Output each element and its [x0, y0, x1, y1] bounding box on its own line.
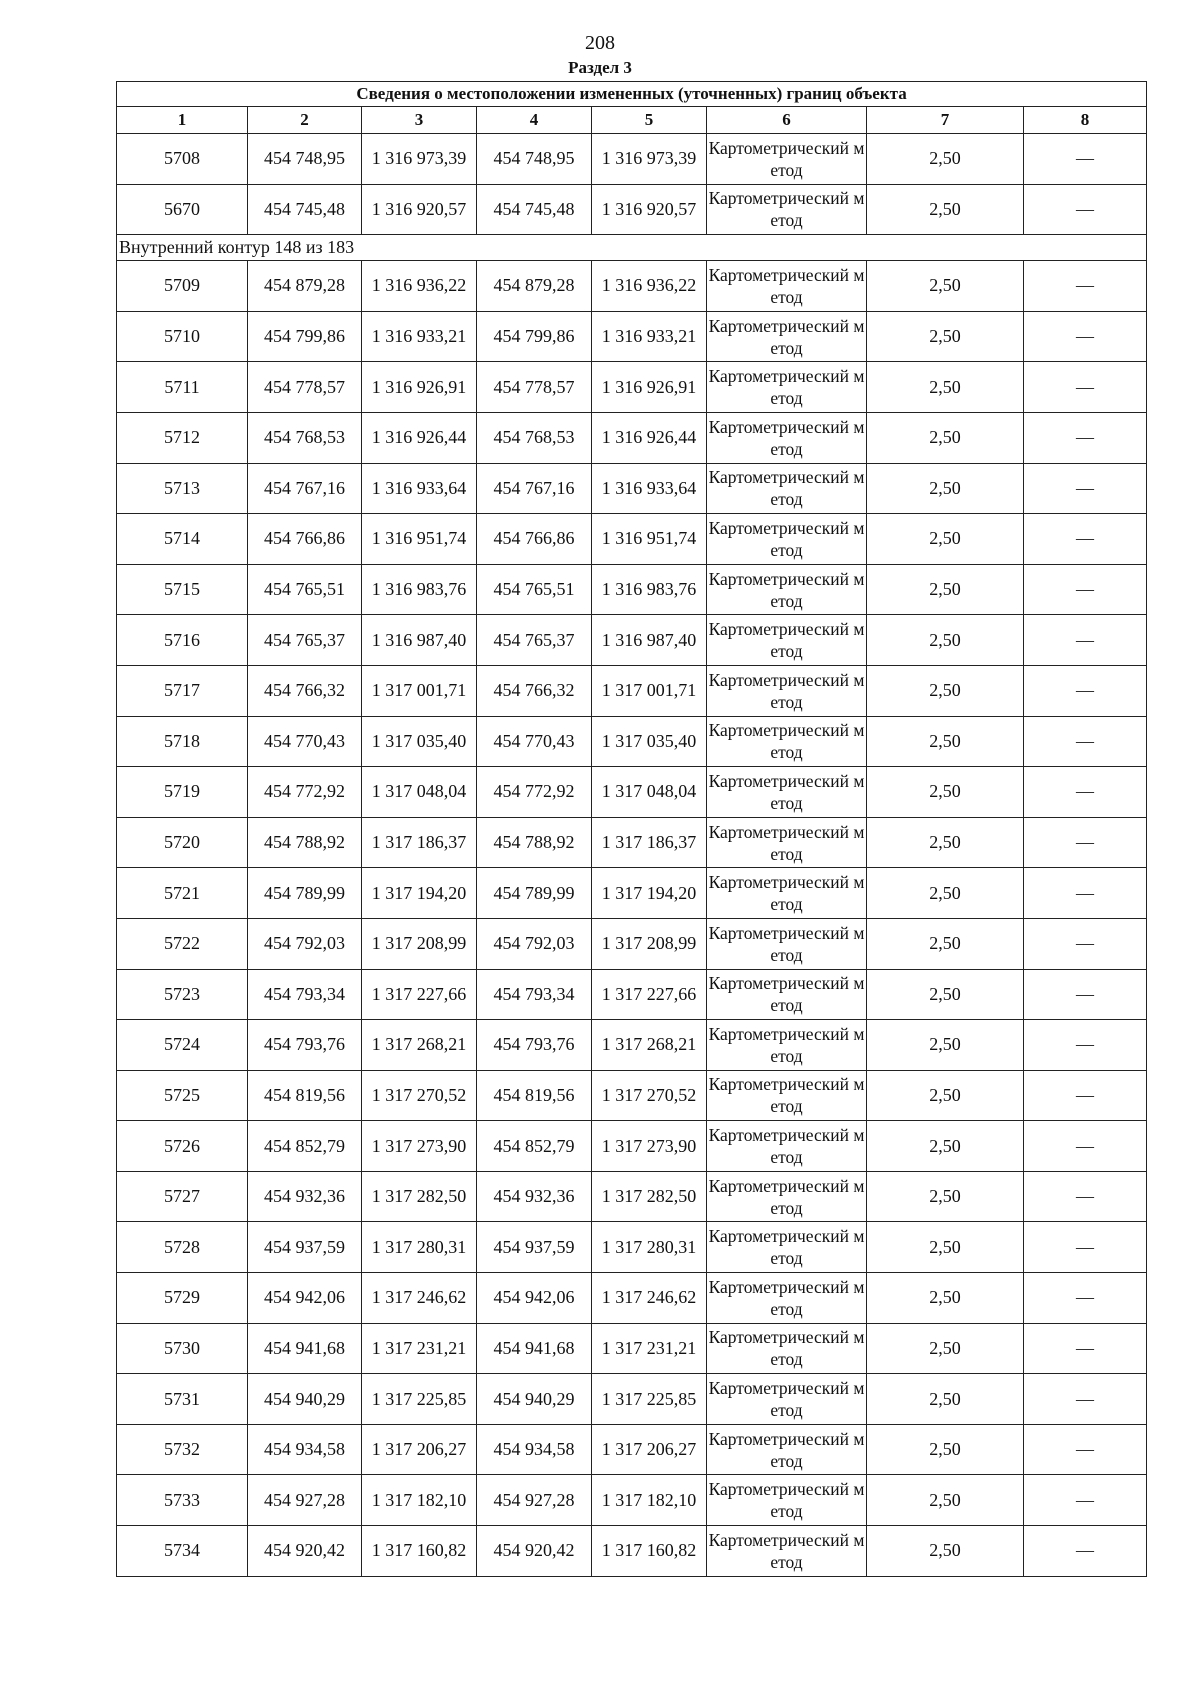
column-number: 7	[867, 107, 1024, 134]
new-y: 1 317 035,40	[592, 716, 707, 767]
method-cell: Картометрический метод	[707, 1424, 867, 1475]
method-cell: Картометрический метод	[707, 1222, 867, 1273]
new-x: 454 937,59	[477, 1222, 592, 1273]
new-x: 454 772,92	[477, 767, 592, 818]
accuracy-cell: 2,50	[867, 261, 1024, 312]
new-x: 454 940,29	[477, 1374, 592, 1425]
description-cell: —	[1024, 817, 1147, 868]
accuracy-cell: 2,50	[867, 412, 1024, 463]
accuracy-cell: 2,50	[867, 1020, 1024, 1071]
new-x: 454 766,32	[477, 665, 592, 716]
method-cell: Картометрический метод	[707, 1374, 867, 1425]
new-y: 1 316 926,44	[592, 412, 707, 463]
description-cell: —	[1024, 716, 1147, 767]
table-row	[117, 1171, 1147, 1222]
new-y: 1 316 973,39	[592, 134, 707, 185]
existing-x: 454 766,86	[248, 514, 362, 565]
table-row	[117, 1526, 1147, 1577]
method-cell: Картометрический метод	[707, 665, 867, 716]
new-y: 1 316 936,22	[592, 261, 707, 312]
existing-x: 454 745,48	[248, 184, 362, 235]
point-number: 5717	[117, 665, 248, 716]
table-row	[117, 134, 1147, 185]
method-cell: Картометрический метод	[707, 716, 867, 767]
contour-label: Внутренний контур 148 из 183	[117, 235, 1147, 261]
contour-row	[117, 235, 1147, 261]
table-row	[117, 1374, 1147, 1425]
existing-y: 1 317 048,04	[362, 767, 477, 818]
new-x: 454 748,95	[477, 134, 592, 185]
description-cell: —	[1024, 564, 1147, 615]
accuracy-cell: 2,50	[867, 1121, 1024, 1172]
accuracy-cell: 2,50	[867, 615, 1024, 666]
table-row	[117, 362, 1147, 413]
column-number: 2	[248, 107, 362, 134]
accuracy-cell: 2,50	[867, 868, 1024, 919]
description-cell: —	[1024, 918, 1147, 969]
new-y: 1 317 225,85	[592, 1374, 707, 1425]
method-cell: Картометрический метод	[707, 1020, 867, 1071]
existing-x: 454 778,57	[248, 362, 362, 413]
new-x: 454 941,68	[477, 1323, 592, 1374]
new-y: 1 316 920,57	[592, 184, 707, 235]
table-row	[117, 1323, 1147, 1374]
accuracy-cell: 2,50	[867, 564, 1024, 615]
point-number: 5716	[117, 615, 248, 666]
new-y: 1 317 160,82	[592, 1526, 707, 1577]
new-x: 454 879,28	[477, 261, 592, 312]
new-y: 1 316 933,21	[592, 311, 707, 362]
existing-y: 1 317 227,66	[362, 969, 477, 1020]
description-cell: —	[1024, 1323, 1147, 1374]
new-x: 454 789,99	[477, 868, 592, 919]
new-x: 454 766,86	[477, 514, 592, 565]
description-cell: —	[1024, 969, 1147, 1020]
coordinates-table	[116, 81, 1147, 1577]
existing-x: 454 937,59	[248, 1222, 362, 1273]
table-row	[117, 564, 1147, 615]
point-number: 5711	[117, 362, 248, 413]
existing-y: 1 316 973,39	[362, 134, 477, 185]
table-row	[117, 1070, 1147, 1121]
method-cell: Картометрический метод	[707, 1171, 867, 1222]
new-x: 454 788,92	[477, 817, 592, 868]
method-cell: Картометрический метод	[707, 1273, 867, 1324]
accuracy-cell: 2,50	[867, 362, 1024, 413]
existing-x: 454 767,16	[248, 463, 362, 514]
description-cell: —	[1024, 134, 1147, 185]
accuracy-cell: 2,50	[867, 1323, 1024, 1374]
method-cell: Картометрический метод	[707, 868, 867, 919]
existing-y: 1 317 160,82	[362, 1526, 477, 1577]
accuracy-cell: 2,50	[867, 514, 1024, 565]
point-number: 5722	[117, 918, 248, 969]
new-x: 454 770,43	[477, 716, 592, 767]
table-row	[117, 514, 1147, 565]
table-row	[117, 311, 1147, 362]
point-number: 5718	[117, 716, 248, 767]
new-y: 1 317 227,66	[592, 969, 707, 1020]
table-title-row	[117, 82, 1147, 107]
column-number: 6	[707, 107, 867, 134]
table-row	[117, 184, 1147, 235]
column-number: 1	[117, 107, 248, 134]
existing-x: 454 940,29	[248, 1374, 362, 1425]
existing-x: 454 770,43	[248, 716, 362, 767]
existing-x: 454 772,92	[248, 767, 362, 818]
point-number: 5724	[117, 1020, 248, 1071]
accuracy-cell: 2,50	[867, 1273, 1024, 1324]
method-cell: Картометрический метод	[707, 184, 867, 235]
description-cell: —	[1024, 1020, 1147, 1071]
existing-y: 1 316 933,21	[362, 311, 477, 362]
new-x: 454 852,79	[477, 1121, 592, 1172]
point-number: 5729	[117, 1273, 248, 1324]
accuracy-cell: 2,50	[867, 463, 1024, 514]
description-cell: —	[1024, 362, 1147, 413]
accuracy-cell: 2,50	[867, 1374, 1024, 1425]
method-cell: Картометрический метод	[707, 412, 867, 463]
new-y: 1 317 270,52	[592, 1070, 707, 1121]
new-y: 1 317 273,90	[592, 1121, 707, 1172]
point-number: 5732	[117, 1424, 248, 1475]
table-row	[117, 615, 1147, 666]
accuracy-cell: 2,50	[867, 716, 1024, 767]
existing-y: 1 317 270,52	[362, 1070, 477, 1121]
description-cell: —	[1024, 1222, 1147, 1273]
new-x: 454 942,06	[477, 1273, 592, 1324]
existing-y: 1 317 035,40	[362, 716, 477, 767]
existing-y: 1 317 246,62	[362, 1273, 477, 1324]
table-row	[117, 1222, 1147, 1273]
accuracy-cell: 2,50	[867, 1526, 1024, 1577]
new-y: 1 316 983,76	[592, 564, 707, 615]
description-cell: —	[1024, 1475, 1147, 1526]
method-cell: Картометрический метод	[707, 134, 867, 185]
point-number: 5715	[117, 564, 248, 615]
method-cell: Картометрический метод	[707, 969, 867, 1020]
new-x: 454 792,03	[477, 918, 592, 969]
new-y: 1 317 231,21	[592, 1323, 707, 1374]
existing-x: 454 792,03	[248, 918, 362, 969]
description-cell: —	[1024, 767, 1147, 818]
description-cell: —	[1024, 1273, 1147, 1324]
table-row	[117, 412, 1147, 463]
existing-x: 454 942,06	[248, 1273, 362, 1324]
accuracy-cell: 2,50	[867, 767, 1024, 818]
table-row	[117, 918, 1147, 969]
new-x: 454 819,56	[477, 1070, 592, 1121]
point-number: 5712	[117, 412, 248, 463]
point-number: 5734	[117, 1526, 248, 1577]
point-number: 5709	[117, 261, 248, 312]
accuracy-cell: 2,50	[867, 311, 1024, 362]
description-cell: —	[1024, 665, 1147, 716]
method-cell: Картометрический метод	[707, 1475, 867, 1526]
method-cell: Картометрический метод	[707, 564, 867, 615]
existing-y: 1 317 186,37	[362, 817, 477, 868]
new-x: 454 932,36	[477, 1171, 592, 1222]
accuracy-cell: 2,50	[867, 1070, 1024, 1121]
existing-y: 1 317 001,71	[362, 665, 477, 716]
table-row	[117, 261, 1147, 312]
existing-x: 454 789,99	[248, 868, 362, 919]
new-x: 454 793,76	[477, 1020, 592, 1071]
method-cell: Картометрический метод	[707, 1526, 867, 1577]
column-number-row	[117, 107, 1147, 134]
description-cell: —	[1024, 1374, 1147, 1425]
description-cell: —	[1024, 1526, 1147, 1577]
existing-y: 1 317 225,85	[362, 1374, 477, 1425]
existing-y: 1 317 194,20	[362, 868, 477, 919]
table-row	[117, 1475, 1147, 1526]
method-cell: Картометрический метод	[707, 311, 867, 362]
column-number: 5	[592, 107, 707, 134]
existing-y: 1 317 268,21	[362, 1020, 477, 1071]
table-row	[117, 463, 1147, 514]
description-cell: —	[1024, 184, 1147, 235]
description-cell: —	[1024, 868, 1147, 919]
new-y: 1 317 206,27	[592, 1424, 707, 1475]
table-row	[117, 767, 1147, 818]
table-row	[117, 1020, 1147, 1071]
description-cell: —	[1024, 311, 1147, 362]
existing-y: 1 317 182,10	[362, 1475, 477, 1526]
point-number: 5723	[117, 969, 248, 1020]
accuracy-cell: 2,50	[867, 918, 1024, 969]
new-x: 454 799,86	[477, 311, 592, 362]
point-number: 5710	[117, 311, 248, 362]
new-y: 1 316 951,74	[592, 514, 707, 565]
existing-y: 1 316 920,57	[362, 184, 477, 235]
accuracy-cell: 2,50	[867, 1171, 1024, 1222]
existing-y: 1 316 926,91	[362, 362, 477, 413]
existing-x: 454 934,58	[248, 1424, 362, 1475]
existing-y: 1 317 206,27	[362, 1424, 477, 1475]
existing-x: 454 765,51	[248, 564, 362, 615]
new-x: 454 765,51	[477, 564, 592, 615]
column-number: 8	[1024, 107, 1147, 134]
table-row	[117, 665, 1147, 716]
method-cell: Картометрический метод	[707, 615, 867, 666]
new-x: 454 768,53	[477, 412, 592, 463]
accuracy-cell: 2,50	[867, 665, 1024, 716]
description-cell: —	[1024, 1121, 1147, 1172]
method-cell: Картометрический метод	[707, 463, 867, 514]
new-x: 454 934,58	[477, 1424, 592, 1475]
new-x: 454 767,16	[477, 463, 592, 514]
accuracy-cell: 2,50	[867, 969, 1024, 1020]
point-number: 5726	[117, 1121, 248, 1172]
accuracy-cell: 2,50	[867, 184, 1024, 235]
table-row	[117, 817, 1147, 868]
point-number: 5733	[117, 1475, 248, 1526]
existing-y: 1 316 951,74	[362, 514, 477, 565]
accuracy-cell: 2,50	[867, 1222, 1024, 1273]
new-y: 1 317 048,04	[592, 767, 707, 818]
column-number: 3	[362, 107, 477, 134]
existing-y: 1 317 280,31	[362, 1222, 477, 1273]
existing-y: 1 316 933,64	[362, 463, 477, 514]
description-cell: —	[1024, 1070, 1147, 1121]
page-number: 208	[585, 32, 615, 54]
description-cell: —	[1024, 261, 1147, 312]
existing-x: 454 793,34	[248, 969, 362, 1020]
new-y: 1 317 001,71	[592, 665, 707, 716]
description-cell: —	[1024, 412, 1147, 463]
table-title: Сведения о местоположении измененных (уточненных) границ объекта	[117, 82, 1147, 107]
new-y: 1 316 987,40	[592, 615, 707, 666]
method-cell: Картометрический метод	[707, 1070, 867, 1121]
description-cell: —	[1024, 514, 1147, 565]
column-number: 4	[477, 107, 592, 134]
point-number: 5725	[117, 1070, 248, 1121]
point-number: 5713	[117, 463, 248, 514]
accuracy-cell: 2,50	[867, 1475, 1024, 1526]
existing-y: 1 316 926,44	[362, 412, 477, 463]
accuracy-cell: 2,50	[867, 817, 1024, 868]
existing-x: 454 788,92	[248, 817, 362, 868]
table-body	[117, 134, 1147, 1577]
table-row	[117, 1424, 1147, 1475]
existing-y: 1 316 987,40	[362, 615, 477, 666]
existing-x: 454 799,86	[248, 311, 362, 362]
new-y: 1 317 268,21	[592, 1020, 707, 1071]
point-number: 5727	[117, 1171, 248, 1222]
point-number: 5714	[117, 514, 248, 565]
new-y: 1 316 933,64	[592, 463, 707, 514]
existing-y: 1 317 208,99	[362, 918, 477, 969]
method-cell: Картометрический метод	[707, 514, 867, 565]
existing-x: 454 748,95	[248, 134, 362, 185]
point-number: 5719	[117, 767, 248, 818]
description-cell: —	[1024, 615, 1147, 666]
new-x: 454 745,48	[477, 184, 592, 235]
point-number: 5731	[117, 1374, 248, 1425]
existing-x: 454 765,37	[248, 615, 362, 666]
point-number: 5730	[117, 1323, 248, 1374]
point-number: 5728	[117, 1222, 248, 1273]
existing-x: 454 879,28	[248, 261, 362, 312]
accuracy-cell: 2,50	[867, 1424, 1024, 1475]
new-y: 1 317 208,99	[592, 918, 707, 969]
new-y: 1 317 246,62	[592, 1273, 707, 1324]
new-x: 454 765,37	[477, 615, 592, 666]
method-cell: Картометрический метод	[707, 817, 867, 868]
table-row	[117, 1273, 1147, 1324]
existing-x: 454 920,42	[248, 1526, 362, 1577]
new-y: 1 317 182,10	[592, 1475, 707, 1526]
new-y: 1 317 282,50	[592, 1171, 707, 1222]
existing-x: 454 766,32	[248, 665, 362, 716]
table-row	[117, 1121, 1147, 1172]
new-x: 454 778,57	[477, 362, 592, 413]
new-x: 454 793,34	[477, 969, 592, 1020]
new-y: 1 317 280,31	[592, 1222, 707, 1273]
existing-x: 454 932,36	[248, 1171, 362, 1222]
point-number: 5708	[117, 134, 248, 185]
existing-x: 454 793,76	[248, 1020, 362, 1071]
accuracy-cell: 2,50	[867, 134, 1024, 185]
new-y: 1 316 926,91	[592, 362, 707, 413]
existing-x: 454 941,68	[248, 1323, 362, 1374]
method-cell: Картометрический метод	[707, 1323, 867, 1374]
section-title: Раздел 3	[568, 58, 632, 77]
existing-y: 1 316 983,76	[362, 564, 477, 615]
existing-x: 454 819,56	[248, 1070, 362, 1121]
description-cell: —	[1024, 1424, 1147, 1475]
method-cell: Картометрический метод	[707, 767, 867, 818]
point-number: 5721	[117, 868, 248, 919]
existing-y: 1 317 231,21	[362, 1323, 477, 1374]
method-cell: Картометрический метод	[707, 918, 867, 969]
method-cell: Картометрический метод	[707, 1121, 867, 1172]
existing-x: 454 768,53	[248, 412, 362, 463]
new-x: 454 920,42	[477, 1526, 592, 1577]
new-y: 1 317 186,37	[592, 817, 707, 868]
description-cell: —	[1024, 463, 1147, 514]
existing-y: 1 317 273,90	[362, 1121, 477, 1172]
description-cell: —	[1024, 1171, 1147, 1222]
table-row	[117, 716, 1147, 767]
table-row	[117, 868, 1147, 919]
method-cell: Картометрический метод	[707, 362, 867, 413]
existing-x: 454 927,28	[248, 1475, 362, 1526]
table-row	[117, 969, 1147, 1020]
existing-y: 1 316 936,22	[362, 261, 477, 312]
existing-y: 1 317 282,50	[362, 1171, 477, 1222]
existing-x: 454 852,79	[248, 1121, 362, 1172]
new-x: 454 927,28	[477, 1475, 592, 1526]
new-y: 1 317 194,20	[592, 868, 707, 919]
point-number: 5670	[117, 184, 248, 235]
method-cell: Картометрический метод	[707, 261, 867, 312]
point-number: 5720	[117, 817, 248, 868]
